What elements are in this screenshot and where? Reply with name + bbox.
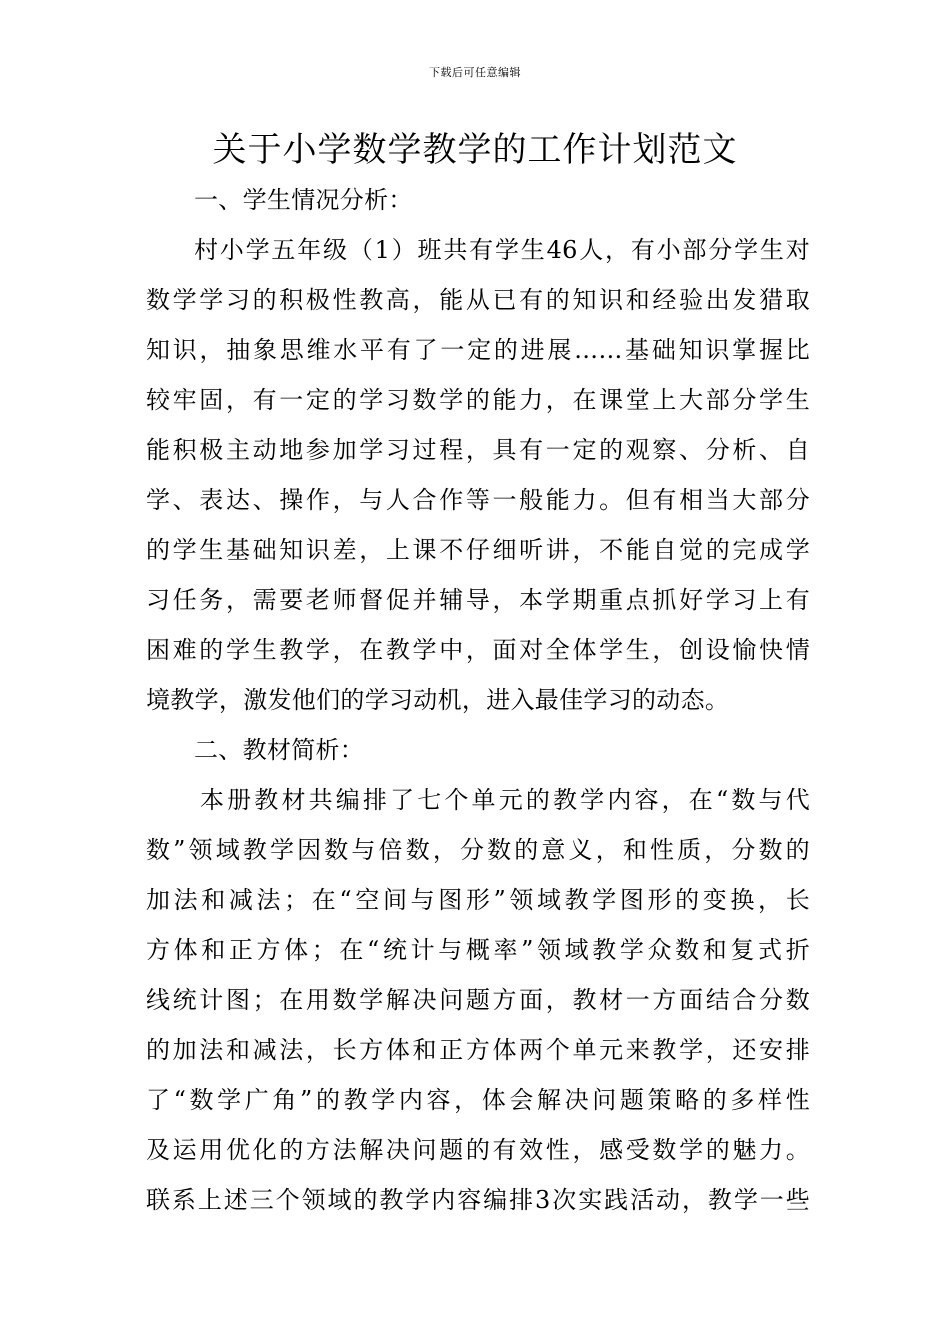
paragraph-line: 困难的学生教学，在教学中，面对全体学生，创设愉快情 <box>146 636 810 664</box>
paragraph-line: 的学生基础知识差，上课不仔细听讲，不能自觉的完成学 <box>146 536 810 564</box>
paragraph-line: 习任务，需要老师督促并辅导，本学期重点抓好学习上有 <box>146 586 810 614</box>
paragraph-line: 学、表达、操作，与人合作等一般能力。但有相当大部分 <box>146 486 810 514</box>
paragraph-line: 数学学习的积极性教高，能从已有的知识和经验出发猎取 <box>146 286 810 314</box>
header-note: 下载后可任意编辑 <box>429 66 521 79</box>
section-heading-student-analysis: 一、学生情况分析： <box>194 186 413 214</box>
paragraph-line: 能积极主动地参加学习过程，具有一定的观察、分析、自 <box>146 436 810 464</box>
paragraph-line: 了“数学广角”的教学内容，体会解决问题策略的多样性 <box>146 1086 810 1114</box>
paragraph-line: 的加法和减法，长方体和正方体两个单元来教学，还安排 <box>146 1036 810 1064</box>
paragraph-line: 方体和正方体；在“统计与概率”领域教学众数和复式折 <box>146 936 810 964</box>
section-heading-textbook-analysis: 二、教材简析： <box>194 736 365 764</box>
paragraph-line: 加法和减法；在“空间与图形”领域教学图形的变换，长 <box>146 886 810 914</box>
paragraph-line: 境教学，激发他们的学习动机，进入最佳学习的动态。 <box>146 686 730 714</box>
paragraph-line: 联系上述三个领域的教学内容编排3次实践活动，教学一些 <box>146 1186 810 1214</box>
paragraph-line: 较牢固，有一定的学习数学的能力，在课堂上大部分学生 <box>146 386 810 414</box>
document-title: 关于小学数学教学的工作计划范文 <box>212 130 738 170</box>
paragraph-line: 本册教材共编排了七个单元的教学内容，在“数与代 <box>200 786 810 814</box>
paragraph-line: 村小学五年级（1）班共有学生46人，有小部分学生对 <box>194 236 810 264</box>
paragraph-line: 及运用优化的方法解决问题的有效性，感受数学的魅力。 <box>146 1136 810 1164</box>
paragraph-line: 数”领域教学因数与倍数，分数的意义，和性质，分数的 <box>146 836 810 864</box>
paragraph-line: 线统计图；在用数学解决问题方面，教材一方面结合分数 <box>146 986 810 1014</box>
paragraph-line: 知识，抽象思维水平有了一定的进展……基础知识掌握比 <box>146 336 810 364</box>
